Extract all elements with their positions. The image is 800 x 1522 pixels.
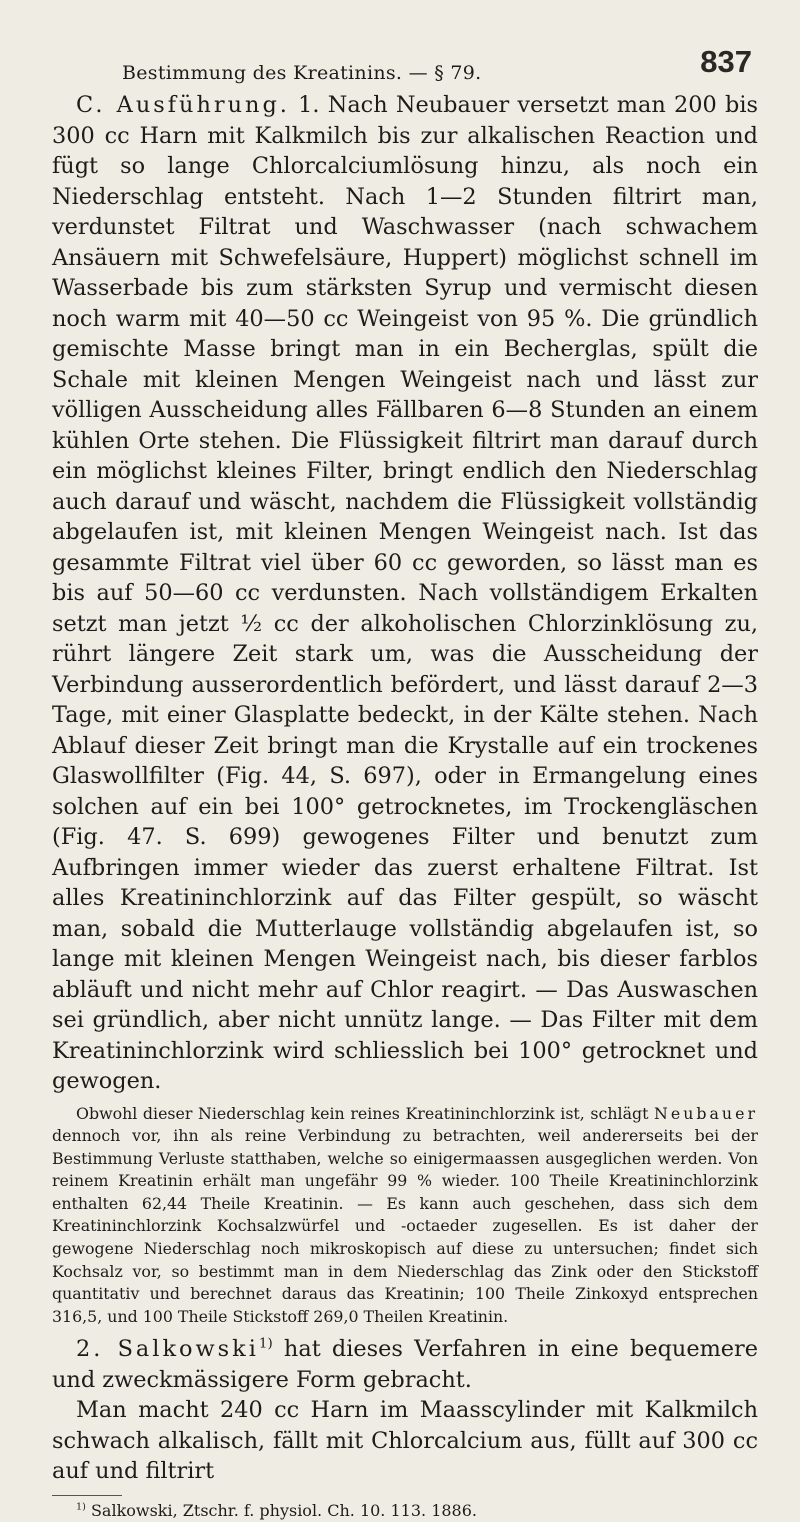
paragraph-method: Man macht 240 cc Harn im Maasscylinder mit Kalkmilch schwach alkalisch, fällt mit Chlorcalcium aus, füllt auf 300 cc auf und filtrirt	[52, 1397, 758, 1485]
note-text-start: Obwohl dieser Niederschlag kein reines Kreatininchlorzink ist, schlägt	[76, 1103, 655, 1123]
footnote-mark: 1)	[76, 1501, 86, 1513]
running-title: Bestimmung des Kreatinins. — § 79.	[122, 62, 482, 84]
paragraph-text: hat dieses Verfahren in eine bequemere und zweckmässigere Form gebracht.	[52, 1336, 759, 1393]
paragraph-salkowski	[52, 1334, 758, 1395]
footnote-ref[interactable]: 1)	[258, 1336, 273, 1352]
section-label: C. Ausführung.	[76, 92, 290, 118]
small-print-note	[52, 1103, 758, 1329]
page-number: 837	[700, 44, 752, 79]
footnote-text: Salkowski, Ztschr. f. physiol. Ch. 10. 113. 1886.	[85, 1500, 477, 1520]
paragraph-text: 1. Nach Neubauer versetzt man 200 bis 300 cc Harn mit Kalkmilch bis zur alkalischen Reaction und fügt so lange Chlorcalciumlösung hinzu, als noch ein Niederschlag entsteht. Nach 1—2 Stunden filtrirt man, verdunstet Filtrat und Waschwasser (nach schwachem Ansäuern mit Schwefelsäure, Huppert) möglichst schnell im Wasserbade bis zum stärksten Syrup und vermischt diesen noch warm mit 40—50 cc Weingeist von 95 %. Die gründlich gemischte Masse bringt man in ein Becherglas, spült die Schale mit kleinen Mengen Weingeist nach und lässt zur völligen Ausscheidung alles Fällbaren 6—8 Stunden an einem kühlen Orte stehen. Die Flüssigkeit filtrirt man darauf durch ein möglichst kleines Filter, bringt endlich den Niederschlag auch darauf und wäscht, nachdem die Flüssigkeit vollständig abgelaufen ist, mit kleinen Mengen Weingeist nach. Ist das gesammte Filtrat viel über 60 cc geworden, so lässt man es bis auf 50—60 cc verdunsten. Nach vollständigem Erkalten setzt man jetzt ½ cc der alkoholischen Chlorzinklösung zu, rührt längere Zeit stark um, was die Ausscheidung der Verbindung ausserordentlich befördert, und lässt darauf 2—3 Tage, mit einer Glasplatte bedeckt, in der Kälte stehen. Nach Ablauf dieser Zeit bringt man die Krystalle auf ein trockenes Glaswollfilter (Fig. 44, S. 697), oder in Ermangelung eines solchen auf ein bei 100° getrocknetes, im Trockengläschen (Fig. 47. S. 699) gewogenes Filter und benutzt zum Aufbringen immer wieder das zuerst erhaltene Filtrat. Ist alles Kreatininchlorzink auf das Filter gespült, so wäscht man, sobald die Mutterlauge vollständig abgelaufen ist, so lange mit kleinen Mengen Weingeist nach, bis dieser farblos abläuft und nicht mehr auf Chlor reagirt. — Das Auswaschen sei gründlich, aber nicht unnütz lange. — Das Filter mit dem Kreatininchlorzink wird schliesslich bei 100° getrocknet und gewogen.	[52, 92, 759, 1094]
note-text-rest: dennoch vor, ihn als reine Verbindung zu betrachten, weil andererseits bei der Bestimmung Verluste statthaben, welche so einigermaassen ausgeglichen werden. Von reinem Kreatinin erhält man ungefähr 99 % wieder. 100 Theile Kreatininchlorzink enthalten 62,44 Theile Kreatinin. — Es kann auch geschehen, dass sich dem Kreatininchlorzink Kochsalzwürfel und -octaeder zugesellen. Es ist daher der gewogene Niederschlag noch mikroskopisch auf diese zu untersuchen; findet sich Kochsalz vor, so bestimmt man in dem Niederschlag das Zink oder den Stickstoff quantitativ und berechnet daraus das Kreatinin; 100 Theile Zinkoxyd entsprechen 316,5, und 100 Theile Stickstoff 269,0 Theilen Kreatinin.	[52, 1126, 758, 1326]
footnote-divider	[52, 1495, 122, 1496]
paragraph-ausfuehrung	[52, 90, 758, 1097]
footnote	[52, 1500, 758, 1522]
salkowski-label: 2. Salkowski	[76, 1336, 259, 1363]
body-text	[52, 90, 758, 1522]
note-author-name: Neubauer	[654, 1103, 758, 1123]
running-head	[52, 44, 758, 84]
